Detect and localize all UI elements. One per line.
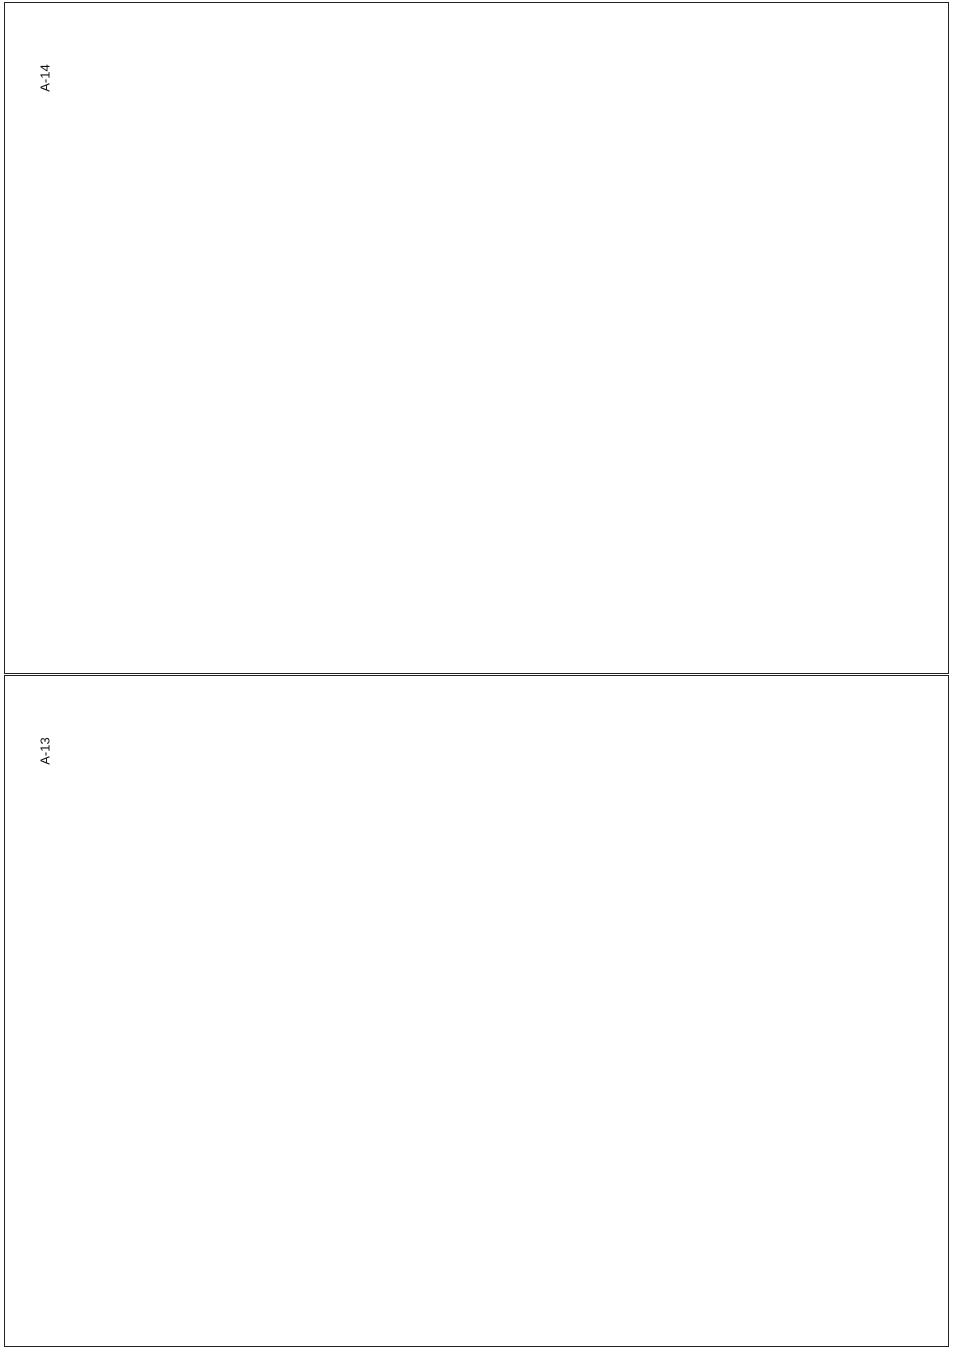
page-a14 [4, 2, 949, 674]
page-number: A-13 [37, 737, 53, 765]
spare-parts-form [85, 760, 823, 1245]
page-a13 [4, 675, 949, 1347]
spare-parts-form [85, 87, 823, 572]
page-number: A-14 [37, 64, 53, 92]
